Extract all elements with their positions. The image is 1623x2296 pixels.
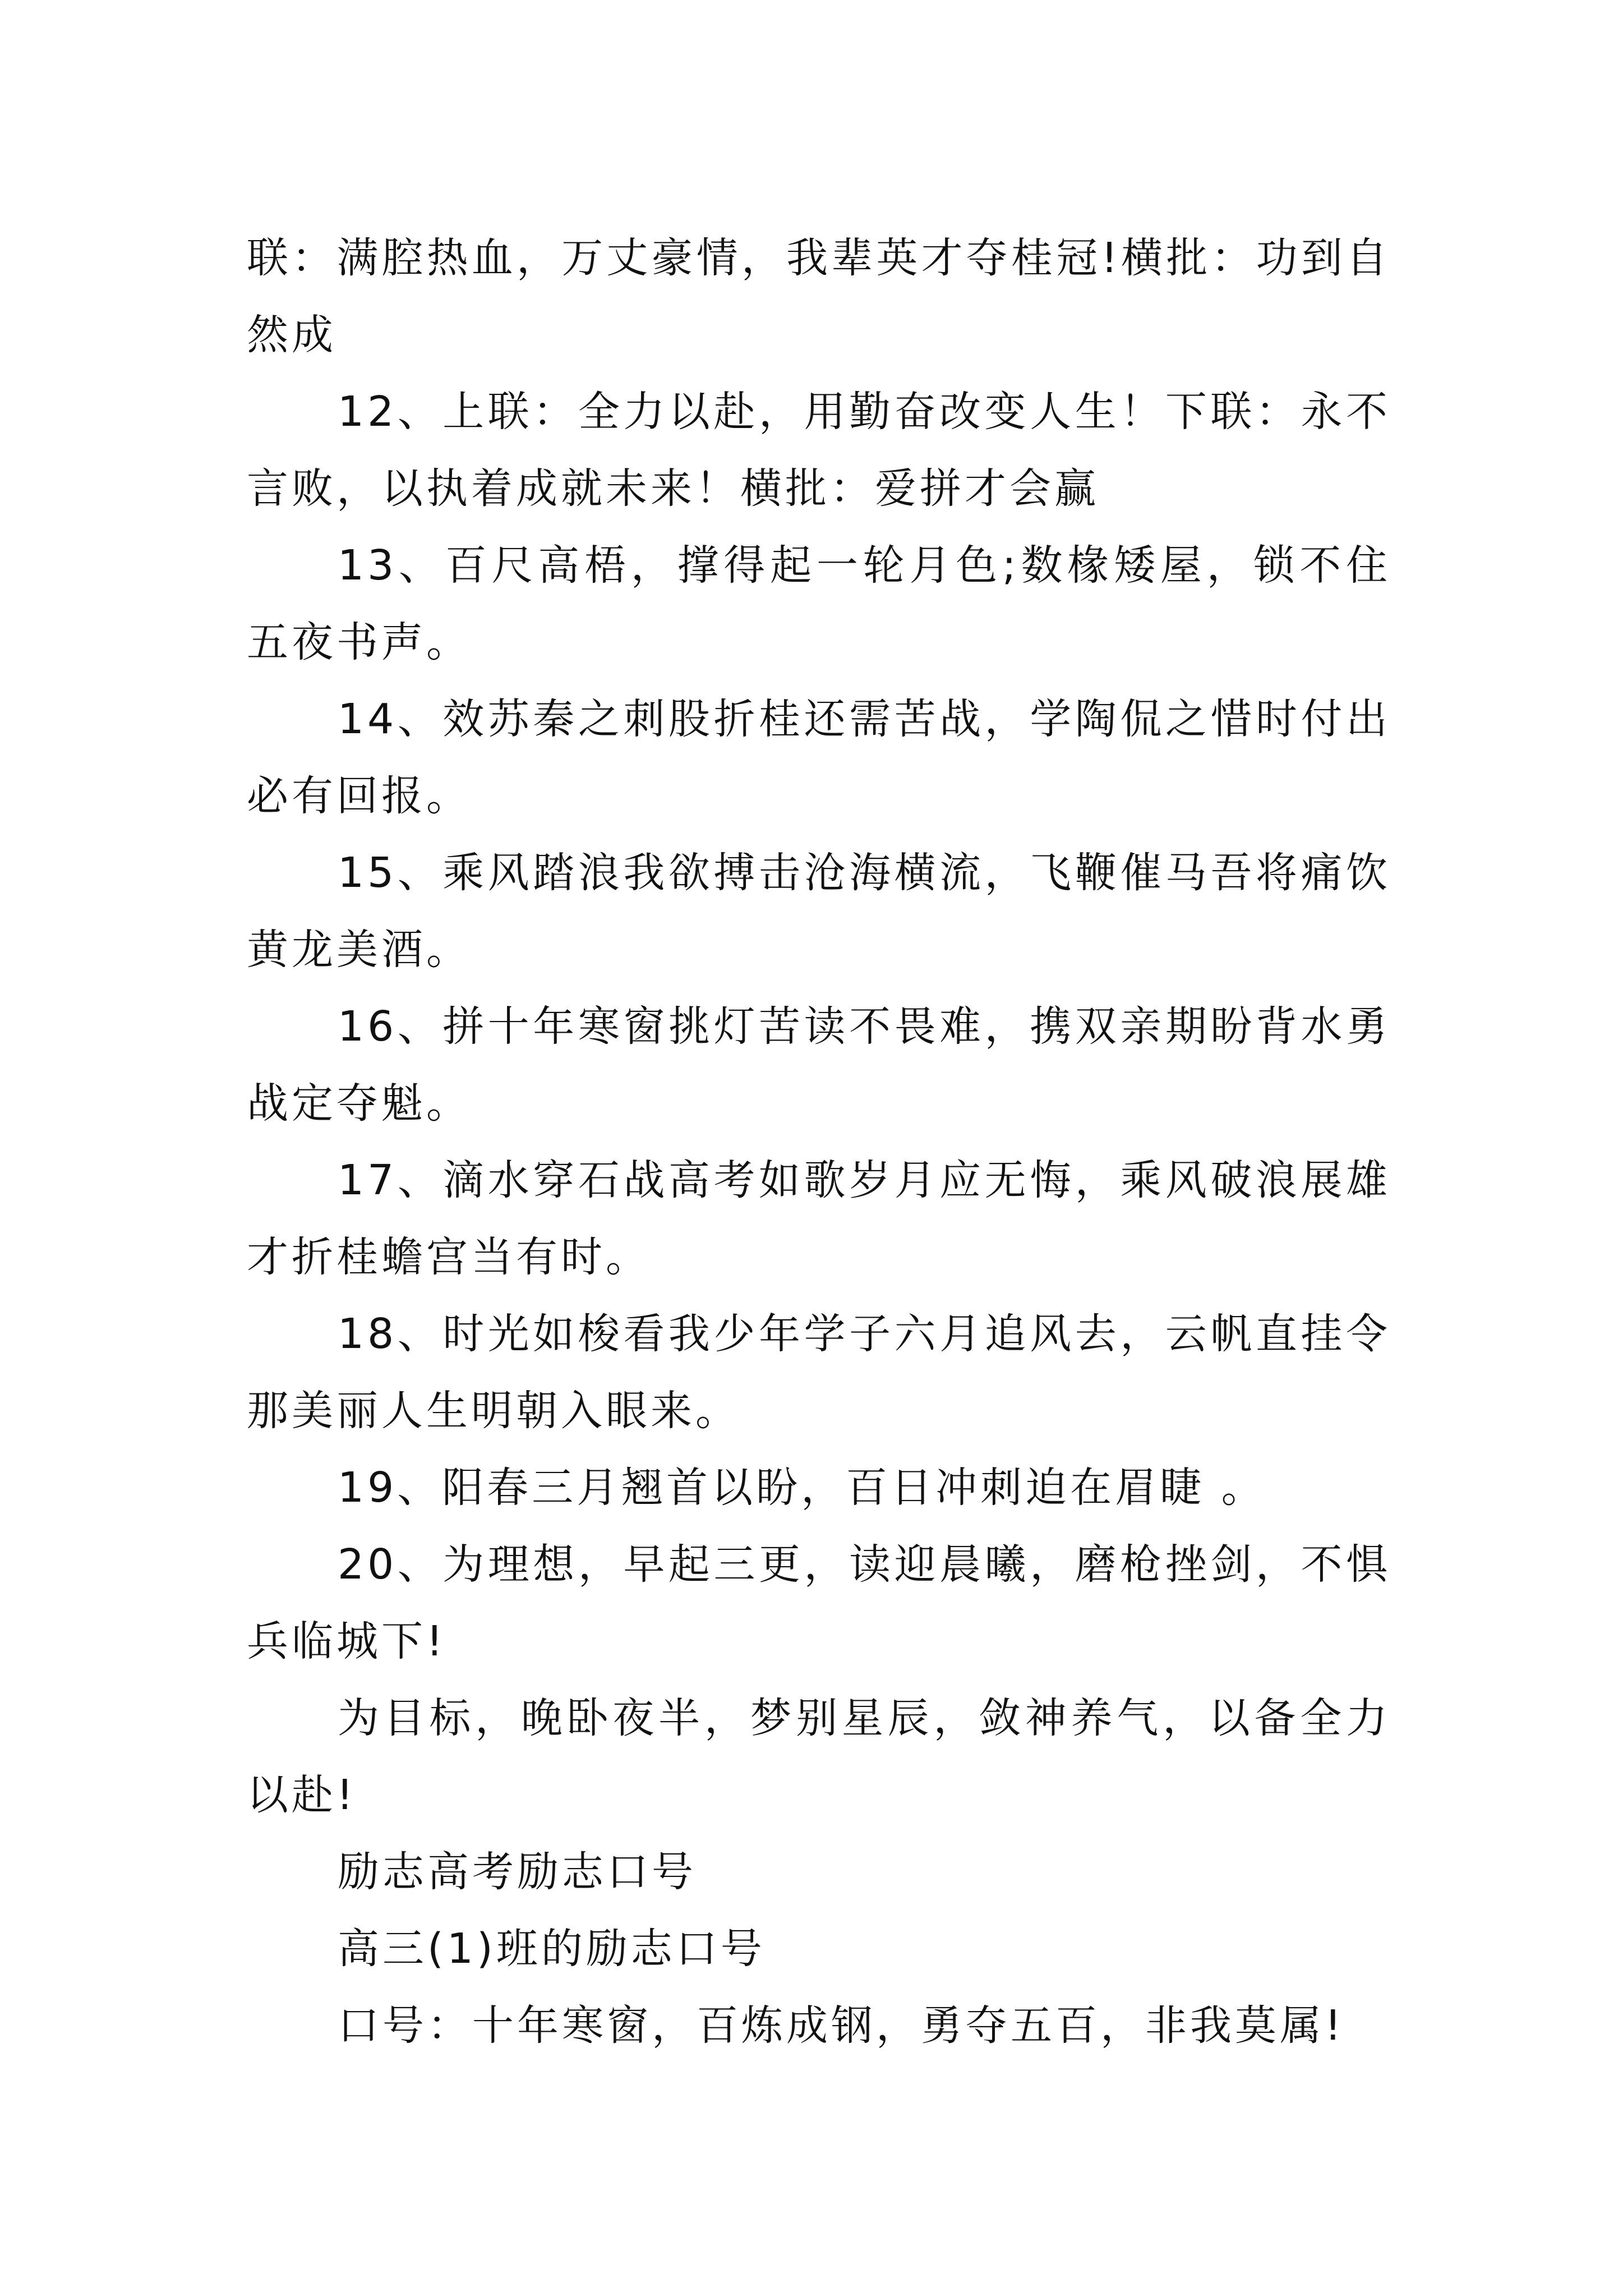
subsection-heading: 高三(1)班的励志口号 (338, 1925, 766, 1973)
section-heading: 励志高考励志口号 (338, 1848, 697, 1896)
paragraph-item-18: 18、时光如梭看我少年学子六月追风去，云帆直挂令那美丽人生明朝入眼来。 (247, 1310, 1391, 1435)
paragraph-item-14: 14、效苏秦之刺股折桂还需苦战，学陶侃之惜时付出必有回报。 (247, 695, 1391, 820)
document-body (247, 220, 1391, 2064)
slogan-paragraph: 口号：十年寒窗，百炼成钢，勇夺五百，非我莫属! (338, 2001, 1345, 2050)
paragraph-goal: 为目标，晚卧夜半，梦别星辰，敛神养气，以备全力以赴! (247, 1694, 1391, 1819)
paragraph-item-16: 16、拼十年寒窗挑灯苦读不畏难，携双亲期盼背水勇战定夺魁。 (247, 1002, 1391, 1128)
paragraph-item-20: 20、为理想，早起三更，读迎晨曦，磨枪挫剑，不惧兵临城下! (247, 1540, 1391, 1665)
paragraph-item-15: 15、乘风踏浪我欲搏击沧海横流，飞鞭催马吾将痛饮黄龙美酒。 (247, 849, 1391, 974)
paragraph-item-12: 12、上联：全力以赴，用勤奋改变人生！下联：永不言败，以执着成就未来！横批：爱拼才会赢 (247, 388, 1391, 513)
paragraph-continuation: 联：满腔热血，万丈豪情，我辈英才夺桂冠!横批：功到自然成 (247, 234, 1391, 359)
paragraph-item-13: 13、百尺高梧，撑得起一轮月色;数椽矮屋，锁不住五夜书声。 (247, 541, 1391, 666)
paragraph-item-19: 19、阳春三月翘首以盼，百日冲刺迫在眉睫 。 (338, 1464, 1266, 1512)
paragraph-item-17: 17、滴水穿石战高考如歌岁月应无悔，乘风破浪展雄才折桂蟾宫当有时。 (247, 1156, 1391, 1281)
